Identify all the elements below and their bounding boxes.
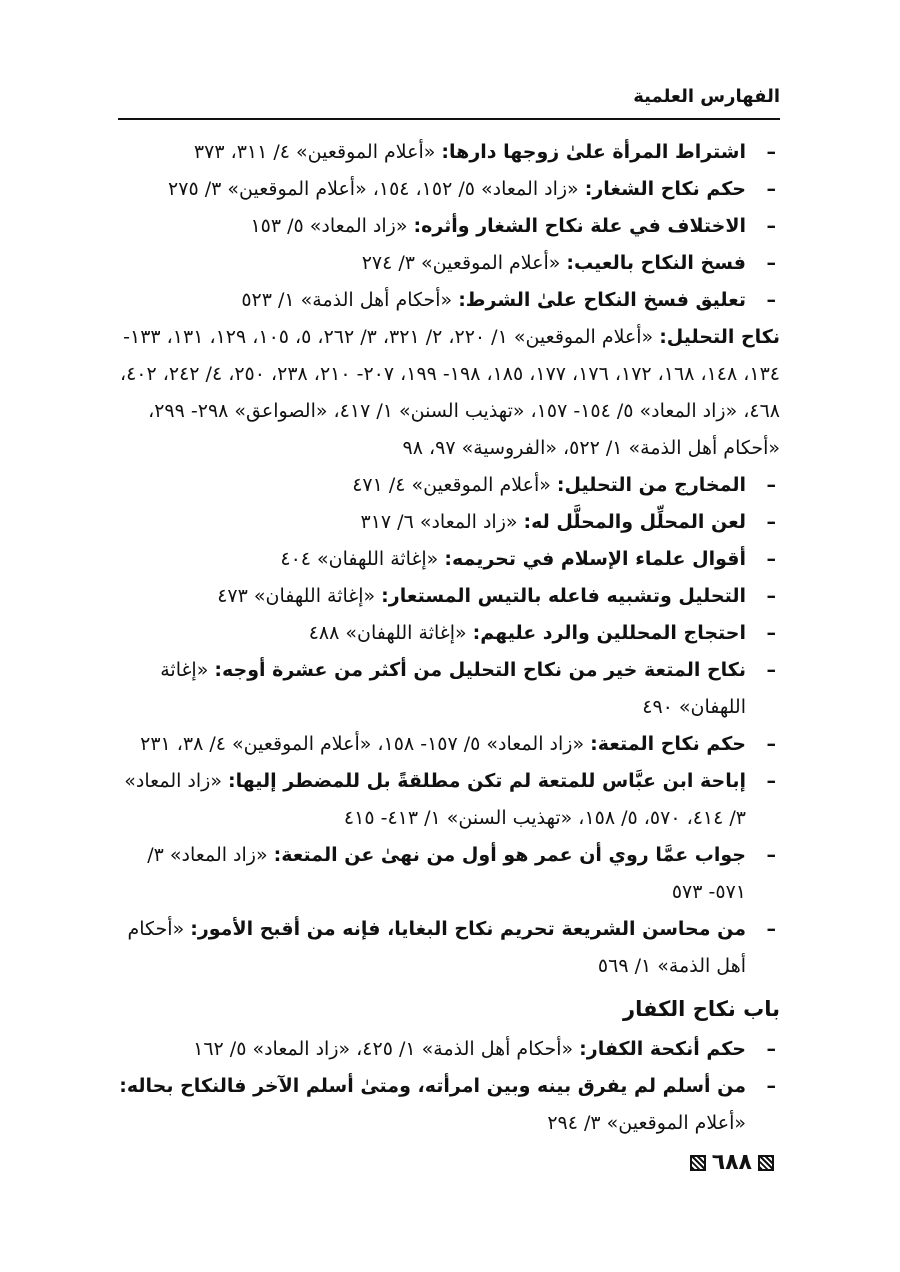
index-entry — [115, 1031, 780, 1068]
entry-refs: «إغاثة اللهفان» ٤٨٨ — [308, 622, 473, 644]
entry-title: حكم نكاح المتعة: — [590, 733, 746, 755]
index-entry — [115, 134, 780, 171]
index-entry — [115, 652, 780, 726]
entry-title: نكاح التحليل: — [659, 326, 780, 348]
entry-title: إباحة ابن عبَّاس للمتعة لم تكن مطلقةً بل للمضطر إليها: — [228, 770, 746, 792]
index-entry-main — [115, 319, 780, 467]
entry-title: من محاسن الشريعة تحريم نكاح البغايا، فإنه من أقبح الأمور: — [190, 918, 746, 940]
index-entry — [115, 763, 780, 837]
entry-refs: «زاد المعاد» ٣/ ٥٧١- ٥٧٣ — [147, 844, 746, 903]
entry-refs: «أعلام الموقعين» ١/ ٢٢٠، ٢/ ٣٢١، ٣/ ٢٦٢، ٥، ١٠٥، ١٢٩، ١٣١، ١٣٣- ١٣٤، ١٤٨، ١٦٨، ١٧٢، ١٧٦، ١٧٧، ١٨٥، ١٩٨- ١٩٩، ٢٠٧- ٢١٠، ٢٣٨، ٢٥٠، ٤/ ٢٤٢، ٤٠٢، ٤٦٨، «زاد المعاد» ٥/ ١٥٤- ١٥٧، «تهذيب السنن» ١/ ٤١٧، «الصواعق» ٢٩٨- ٢٩٩، «أحكام أهل الذمة» ١/ ٥٢٢، «الفروسية» ٩٧، ٩٨ — [119, 326, 780, 459]
index-entry — [115, 726, 780, 763]
entry-title: لعن المحلِّل والمحلَّل له: — [523, 511, 746, 533]
entry-refs: «أحكام أهل الذمة» ١/ ٤٢٥، «زاد المعاد» ٥/ ١٦٢ — [193, 1038, 580, 1060]
index-entries — [115, 134, 780, 1142]
entry-refs: «إغاثة اللهفان» ٤٧٣ — [217, 585, 382, 607]
index-entry — [115, 171, 780, 208]
entry-title: حكم أنكحة الكفار: — [579, 1038, 746, 1060]
page-number: ٦٨٨ — [711, 1150, 752, 1175]
entry-refs: «أعلام الموقعين» ٤/ ٤٧١ — [352, 474, 557, 496]
ornament-icon — [758, 1155, 774, 1171]
entry-title: أقوال علماء الإسلام في تحريمه: — [444, 548, 746, 570]
index-entry — [115, 245, 780, 282]
section-heading: باب نكاح الكفار — [623, 997, 780, 1021]
index-entry — [115, 578, 780, 615]
index-entry — [115, 208, 780, 245]
entry-refs: «أحكام أهل الذمة» ١/ ٥٦٩ — [127, 918, 746, 977]
entry-title: تعليق فسخ النكاح علىٰ الشرط: — [458, 289, 746, 311]
entry-refs: «زاد المعاد» ٥/ ١٥٢، ١٥٤، «أعلام الموقعين» ٣/ ٢٧٥ — [168, 178, 585, 200]
entry-refs: «زاد المعاد» ٣/ ٤١٤، ٥٧٠، ٥/ ١٥٨، «تهذيب السنن» ١/ ٤١٣- ٤١٥ — [124, 770, 746, 829]
entry-refs: «أعلام الموقعين» ٣/ ٢٩٤ — [547, 1112, 746, 1134]
entry-title: حكم نكاح الشغار: — [584, 178, 746, 200]
entry-refs: «إغاثة اللهفان» ٤٠٤ — [280, 548, 445, 570]
entry-title: الاختلاف في علة نكاح الشغار وأثره: — [413, 215, 746, 237]
running-header: الفهارس العلمية — [633, 86, 780, 107]
entry-refs: «أحكام أهل الذمة» ١/ ٥٢٣ — [241, 289, 459, 311]
ornament-icon — [690, 1155, 706, 1171]
entry-refs: «زاد المعاد» ٥/ ١٥٧- ١٥٨، «أعلام الموقعين» ٤/ ٣٨، ٢٣١ — [140, 733, 591, 755]
index-entry — [115, 504, 780, 541]
index-entry — [115, 1068, 780, 1142]
entry-refs: «زاد المعاد» ٥/ ١٥٣ — [250, 215, 414, 237]
entry-title: التحليل وتشبيه فاعله بالتيس المستعار: — [381, 585, 746, 607]
entry-refs: «أعلام الموقعين» ٤/ ٣١١، ٣٧٣ — [193, 141, 442, 163]
index-entry — [115, 615, 780, 652]
entry-title: من أسلم لم يفرق بينه وبين امرأته، ومتىٰ أسلم الآخر فالنكاح بحاله: — [119, 1075, 746, 1097]
entry-title: المخارج من التحليل: — [556, 474, 746, 496]
index-entry — [115, 467, 780, 504]
header-rule — [118, 118, 780, 120]
index-entry — [115, 541, 780, 578]
entry-refs: «أعلام الموقعين» ٣/ ٢٧٤ — [361, 252, 567, 274]
entry-title: اشتراط المرأة علىٰ زوجها دارها: — [441, 141, 746, 163]
entry-title: احتجاج المحللين والرد عليهم: — [472, 622, 746, 644]
entry-title: فسخ النكاح بالعيب: — [566, 252, 746, 274]
entry-refs: «زاد المعاد» ٦/ ٣١٧ — [360, 511, 524, 533]
index-entry — [115, 911, 780, 985]
page-footer — [684, 1150, 780, 1175]
index-entry — [115, 837, 780, 911]
entry-title: نكاح المتعة خير من نكاح التحليل من أكثر من عشرة أوجه: — [214, 659, 746, 681]
entry-refs: «إغاثة اللهفان» ٤٩٠ — [160, 659, 746, 718]
index-entry — [115, 282, 780, 319]
entry-title: جواب عمَّا روي أن عمر هو أول من نهىٰ عن المتعة: — [273, 844, 746, 866]
